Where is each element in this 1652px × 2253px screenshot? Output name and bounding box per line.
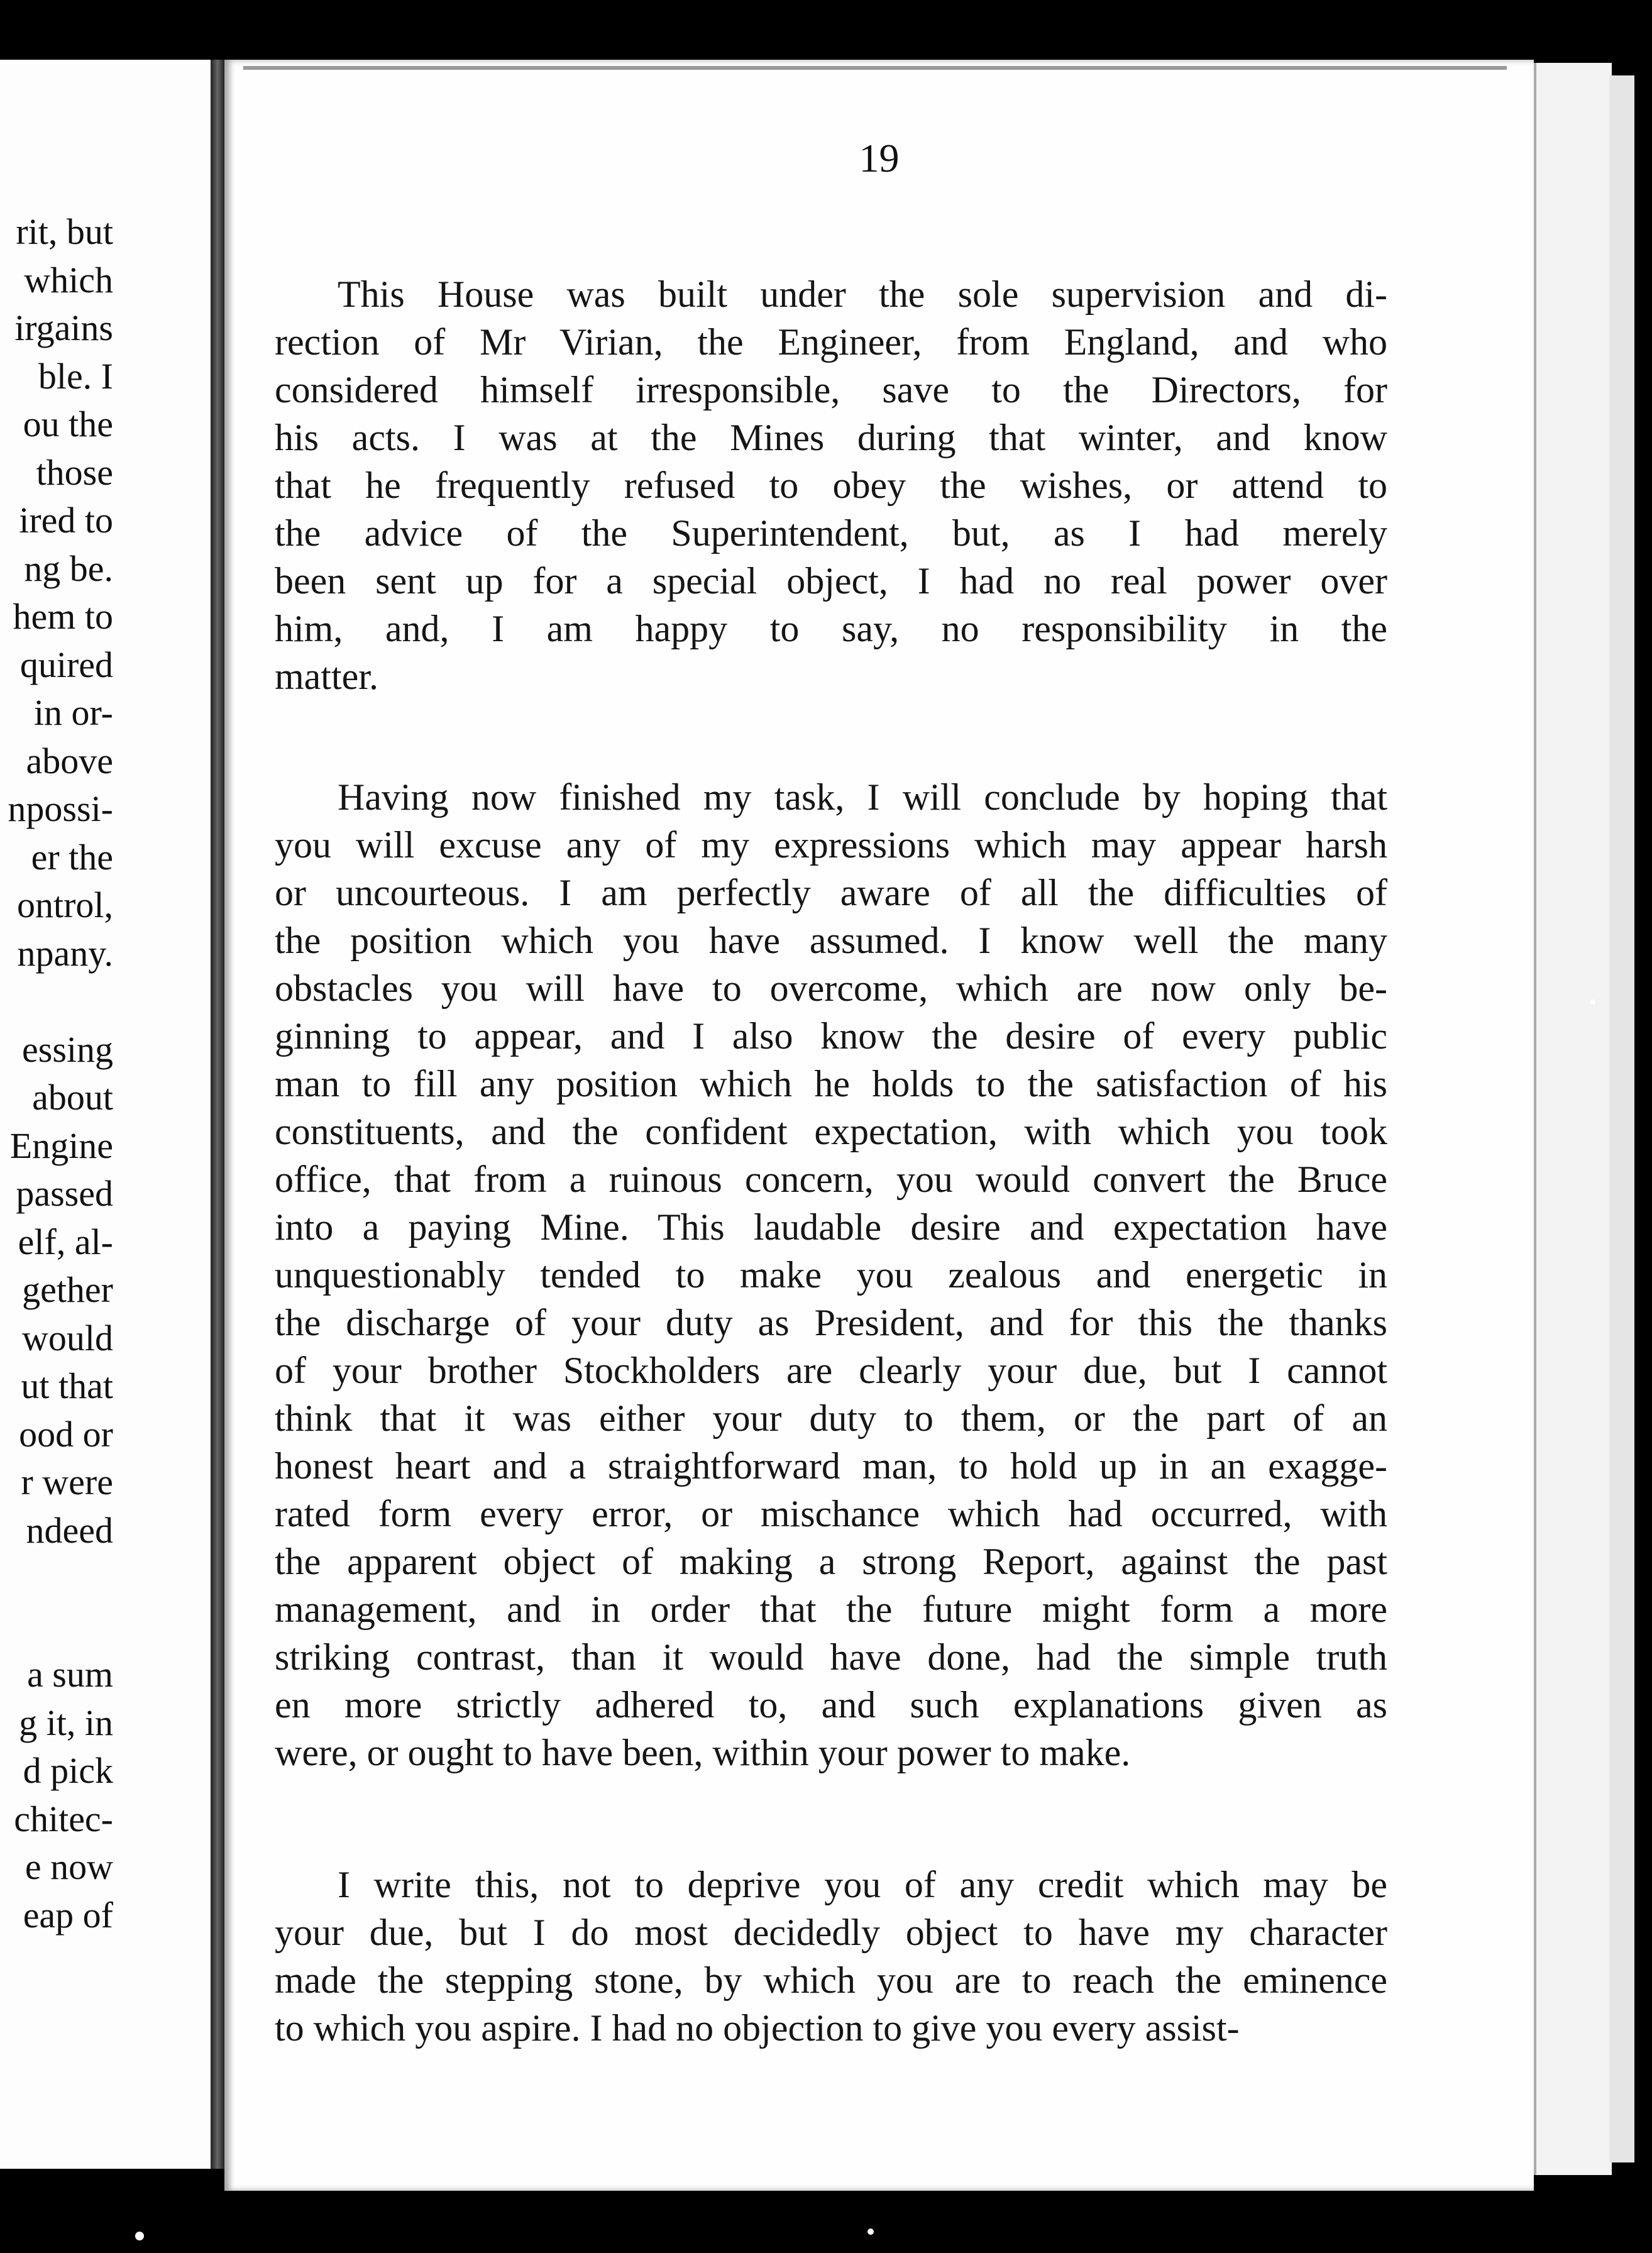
text-line: striking contrast, than it would have done, had the simple truth [275,1636,1387,1678]
text-line: constituents, and the confident expectation, with which you took [275,1111,1387,1152]
left-page-line: ut that [21,1365,113,1406]
text-line: matter. [275,656,378,697]
text-line: think that it was either your duty to them, or the part of an [275,1397,1387,1439]
text-line: into a paying Mine. This laudable desire and expectation have [275,1206,1387,1248]
text-line: I write this, not to deprive you of any credit which may be [338,1864,1387,1905]
paragraph-3 [275,1861,1387,2052]
text-line: This House was built under the sole supervision and di- [338,273,1387,315]
text-line: honest heart and a straightforward man, to hold up in an exagge- [275,1445,1387,1487]
left-page-line: d pick [23,1750,113,1791]
left-page-line: a sum [27,1654,113,1695]
text-line: obstacles you will have to overcome, which are now only be- [275,967,1387,1009]
text-line: you will excuse any of my expressions which may appear harsh [275,824,1387,866]
text-line: your due, but I do most decidedly object to have my character [275,1912,1387,1953]
text-line: of your brother Stockholders are clearly your due, but I cannot [275,1350,1387,1391]
text-line: rection of Mr Virian, the Engineer, from England, and who [275,321,1387,363]
text-line: made the stepping stone, by which you are to reach the eminence [275,1959,1387,2001]
left-page-line: ble. I [38,355,113,397]
text-line: ginning to appear, and I also know the desire of every public [275,1015,1387,1057]
left-page-line: in or- [33,692,113,733]
text-line: en more strictly adhered to, and such explanations given as [275,1684,1387,1726]
page-edge [1534,63,1612,2175]
main-page [224,60,1534,2191]
text-line: the discharge of your duty as President, and for this the thanks [275,1302,1387,1343]
scan-speck [867,2228,874,2235]
text-line: that he frequently refused to obey the wishes, or attend to [275,465,1387,506]
left-page-line: those [36,451,113,493]
page-edge-inner [1609,75,1634,2162]
text-line: him, and, I am happy to say, no responsibility in the [275,608,1387,649]
left-page-line: which [24,259,113,300]
left-page-line: ired to [19,500,113,541]
text-line: been sent up for a special object, I had no real power over [275,560,1387,602]
text-line: the advice of the Superintendent, but, as I had merely [275,512,1387,554]
left-page-line: ndeed [26,1509,113,1551]
left-page-line: rit, but [16,211,113,252]
text-line: considered himself irresponsible, save to the Directors, for [275,369,1387,410]
text-line: office, that from a ruinous concern, you would convert the Bruce [275,1159,1387,1200]
text-line: or uncourteous. I am perfectly aware of all the difficulties of [275,872,1387,913]
left-page-line: essing [22,1028,113,1070]
text-line: his acts. I was at the Mines during that winter, and know [275,417,1387,458]
left-page-line: ontrol, [16,884,113,925]
text-line: were, or ought to have been, within your power to make. [275,1732,1131,1773]
page-number: 19 [859,136,900,180]
left-page-line: ou the [23,404,113,444]
left-page-line: irgains [14,307,113,348]
left-page-line: er the [31,836,113,878]
text-line: unquestionably tended to make you zealous and energetic in [275,1254,1387,1296]
text-line: Having now finished my task, I will conclude by hoping that [338,776,1387,818]
left-page-line: Engine [9,1125,113,1166]
left-page-line: hem to [13,596,113,637]
left-page-line: ng be. [24,548,113,589]
left-page-line: r were [21,1462,113,1502]
left-facing-page [0,60,211,2169]
left-page-line: gether [22,1269,113,1310]
paragraph-2 [275,773,1387,1777]
top-rule [243,66,1507,70]
text-line: to which you aspire. I had no objection to give you every assist- [275,2007,1240,2049]
left-page-line: chitec- [14,1798,113,1839]
text-line: man to fill any position which he holds to the satisfaction of his [275,1063,1387,1104]
left-page-line: npany. [17,932,113,974]
left-page-line: e now [25,1846,113,1887]
left-page-line: ood or [19,1413,113,1455]
left-page-line: passed [16,1173,113,1214]
left-page-line: g it, in [19,1702,113,1743]
text-line: rated form every error, or mischance which had occurred, with [275,1493,1387,1534]
text-line: the position which you have assumed. I know well the many [275,920,1387,961]
text-line: the apparent object of making a strong Report, against the past [275,1541,1387,1582]
book-gutter [211,60,224,2169]
left-page-line: would [22,1317,113,1358]
left-page-line: eap of [23,1894,113,1936]
left-page-line: npossi- [8,788,113,829]
scan-speck [1590,1000,1595,1005]
left-page-line: quired [19,644,113,685]
text-line: management, and in order that the future might form a more [275,1589,1387,1630]
left-page-line: above [26,740,113,781]
paragraph-1 [275,270,1387,700]
left-page-line: about [32,1077,113,1118]
left-page-line: elf, al- [18,1221,113,1262]
scan-speck [135,2232,144,2240]
